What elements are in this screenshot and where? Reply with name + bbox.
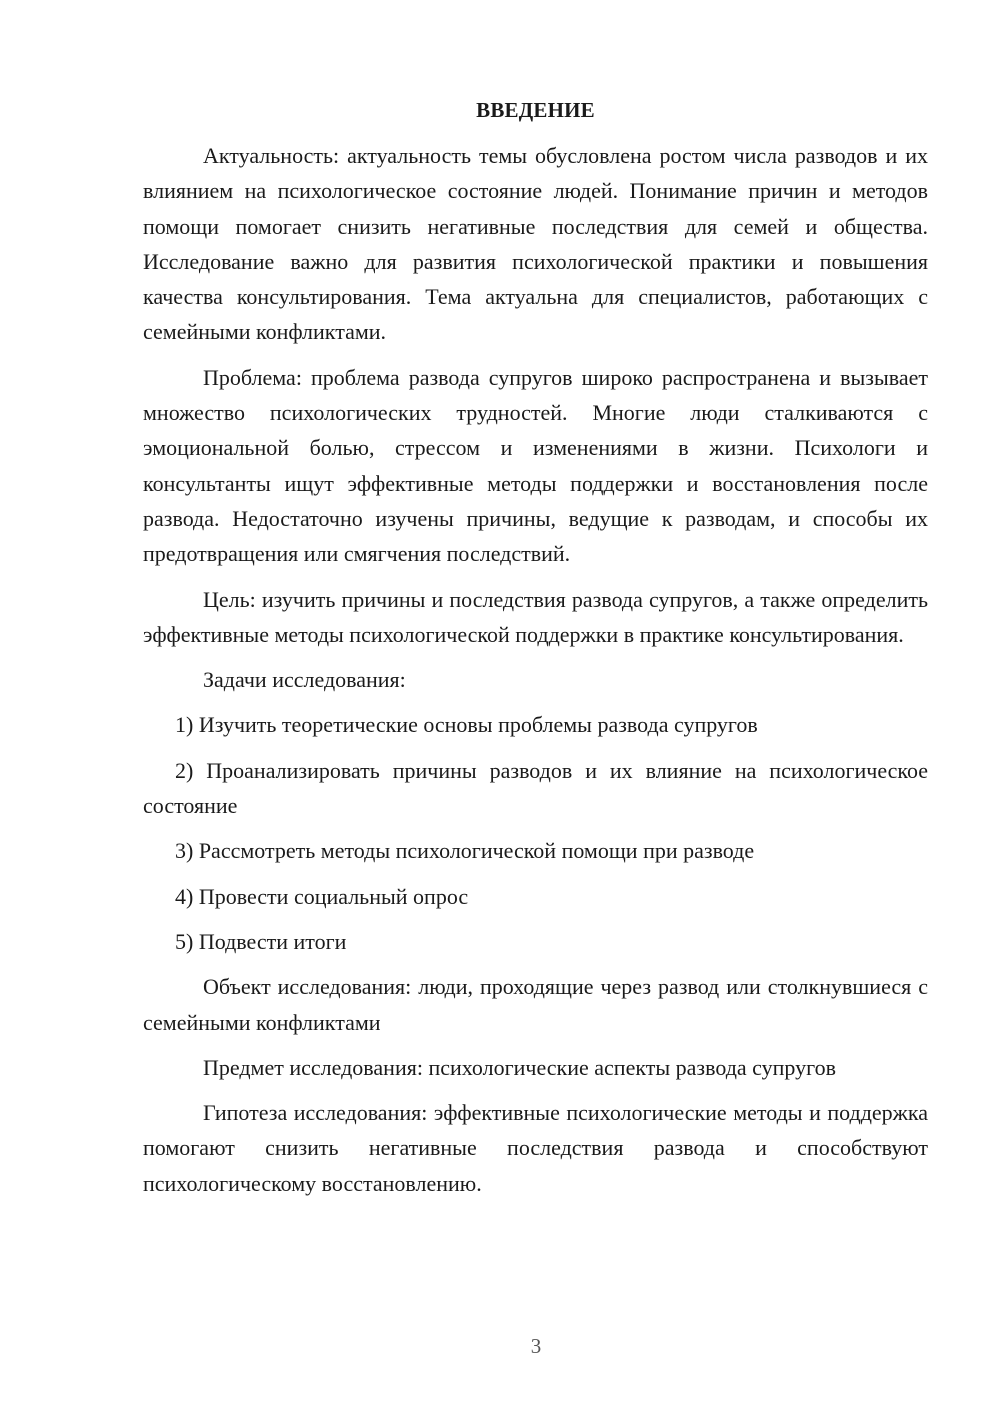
task-item: 2) Проанализировать причины разводов и их влияние на психологическое состояние (143, 757, 928, 819)
task-item: 5) Подвести итоги (175, 928, 347, 954)
page-number: 3 (530, 1334, 542, 1358)
task-item: 1) Изучить теоретические основы проблемы развода супругов (175, 712, 758, 738)
tasks-heading: Задачи исследования: (203, 667, 406, 693)
hypothesis-paragraph: Гипотеза исследования: эффективные психологические методы и поддержка помогают снизить негативные последствия развода и способствуют психологическому восстановлению. (143, 1100, 928, 1196)
section-title: ВВЕДЕНИЕ (476, 98, 595, 122)
task-item: 3) Рассмотреть методы психологической помощи при разводе (175, 838, 755, 864)
research-object-paragraph: Объект исследования: люди, проходящие через развод или столкнувшиеся с семейными конфликтами (143, 974, 928, 1035)
page-content (143, 96, 928, 1211)
research-subject-paragraph: Предмет исследования: психологические аспекты развода супругов (203, 1054, 836, 1080)
problem-paragraph: Проблема: проблема развода супругов широко распространена и вызывает множество психологических трудностей. Многие люди сталкиваются с эмоциональной болью, стрессом и изменениями в жизни. Психологи и консультанты ищут эффективные методы поддержки и восстановления после развода. Недостаточно изучены причины, ведущие к разводам, и способы их предотвращения или смягчения последствий. (143, 364, 928, 567)
task-item: 4) Провести социальный опрос (175, 883, 469, 909)
goal-paragraph: Цель: изучить причины и последствия развода супругов, а также определить эффективные методы психологической поддержки в практике консультирования. (143, 586, 928, 647)
relevance-paragraph: Актуальность: актуальность темы обусловлена ростом числа разводов и их влиянием на психологическое состояние людей. Понимание причин и методов помощи помогает снизить негативные последствия для семей и общества. Исследование важно для развития психологической практики и повышения качества консультирования. Тема актуальна для специалистов, работающих с семейными конфликтами. (143, 143, 928, 345)
